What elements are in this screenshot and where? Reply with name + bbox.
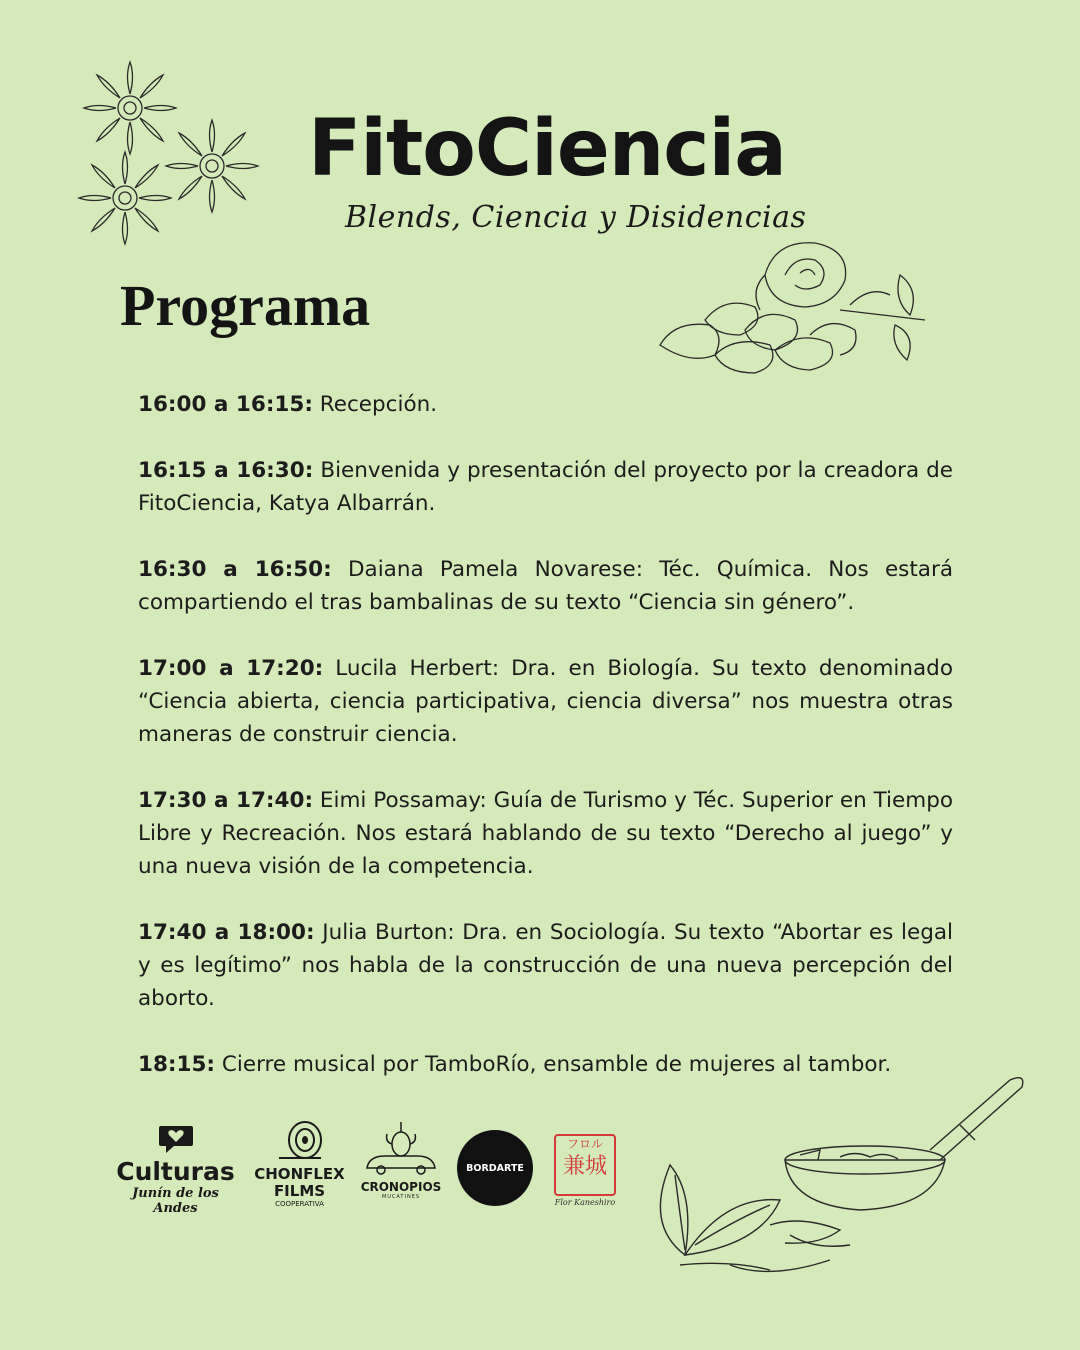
- flor-signature: Flor Kaneshiro: [554, 1198, 616, 1207]
- section-title: Programa: [120, 273, 371, 338]
- chonflex-tagline: COOPERATIVA: [275, 1200, 324, 1208]
- flor-kaneshiro-logo: [550, 1134, 620, 1207]
- entry-time: 17:30 a 17:40:: [138, 788, 314, 813]
- schedule-list: [138, 388, 953, 1114]
- entry-time: 17:00 a 17:20:: [138, 656, 324, 681]
- chonflex-films-logo: [252, 1120, 347, 1208]
- entry-text: Bienvenida y presentación del proyecto por la creadora de FitoCiencia, Katya Albarrán.: [138, 458, 954, 516]
- heart-chat-icon: [158, 1124, 194, 1154]
- cronopios-tagline: MUCATINES: [381, 1194, 421, 1200]
- culturas-name: Culturas: [116, 1157, 235, 1186]
- daisy-flowers-illustration: [70, 58, 270, 253]
- entry-text: Daiana Pamela Novarese: Téc. Química. Nos estará compartiendo el tras bambalinas de su texto “Ciencia sin género”.: [138, 557, 953, 615]
- entry-time: 16:00 a 16:15:: [138, 392, 313, 417]
- schedule-entry: [138, 553, 953, 619]
- entry-text: Eimi Possamay: Guía de Turismo y Téc. Superior en Tiempo Libre y Recreación. Nos estará hablando de su texto “Derecho al juego” y una nueva visión de la competencia.: [138, 788, 954, 879]
- page-title: FitoCiencia: [308, 104, 786, 194]
- schedule-entry: [138, 454, 953, 520]
- chonflex-line2: FILMS: [273, 1182, 326, 1200]
- pan-and-leaves-illustration: [640, 1065, 1030, 1285]
- cronopios-name: CRONOPIOS: [360, 1180, 442, 1194]
- culturas-tagline: Junín de los Andes: [132, 1186, 219, 1216]
- cactus-car-icon: [361, 1118, 441, 1176]
- chonflex-line1: CHONFLEX: [254, 1165, 345, 1183]
- schedule-entry: [138, 784, 953, 883]
- entry-time: 16:30 a 16:50:: [138, 557, 332, 582]
- schedule-entry: [138, 652, 953, 751]
- seal-kanji: 兼城: [562, 1154, 607, 1179]
- entry-text: Lucila Herbert: Dra. en Biología. Su texto denominado “Ciencia abierta, ciencia participativa, ciencia diversa” nos muestra otras maneras de construir ciencia.: [138, 656, 953, 747]
- bordarte-name: BORDARTE: [466, 1162, 524, 1174]
- schedule-entry: [138, 916, 953, 1015]
- entry-text: Recepción.: [312, 392, 438, 417]
- schedule-entry: [138, 388, 953, 421]
- film-reel-icon: [275, 1120, 325, 1162]
- entry-time: 17:40 a 18:00:: [138, 920, 315, 945]
- page-subtitle: Blends, Ciencia y Disidencias: [345, 200, 807, 235]
- culturas-logo: [108, 1124, 243, 1216]
- seal-kana: フロル: [566, 1137, 603, 1151]
- entry-text: Cierre musical por TamboRío, ensamble de mujeres al tambor.: [215, 1052, 892, 1077]
- red-seal: [554, 1134, 616, 1196]
- bordarte-logo: [457, 1130, 533, 1206]
- entry-text: Julia Burton: Dra. en Sociología. Su texto “Abortar es legal y es legítimo” nos habla de la construcción de una nueva percepción del aborto.: [138, 920, 953, 1011]
- entry-time: 16:15 a 16:30:: [138, 458, 314, 483]
- cronopios-logo: [357, 1118, 445, 1200]
- rose-illustration: [655, 235, 930, 380]
- entry-time: 18:15:: [138, 1052, 216, 1077]
